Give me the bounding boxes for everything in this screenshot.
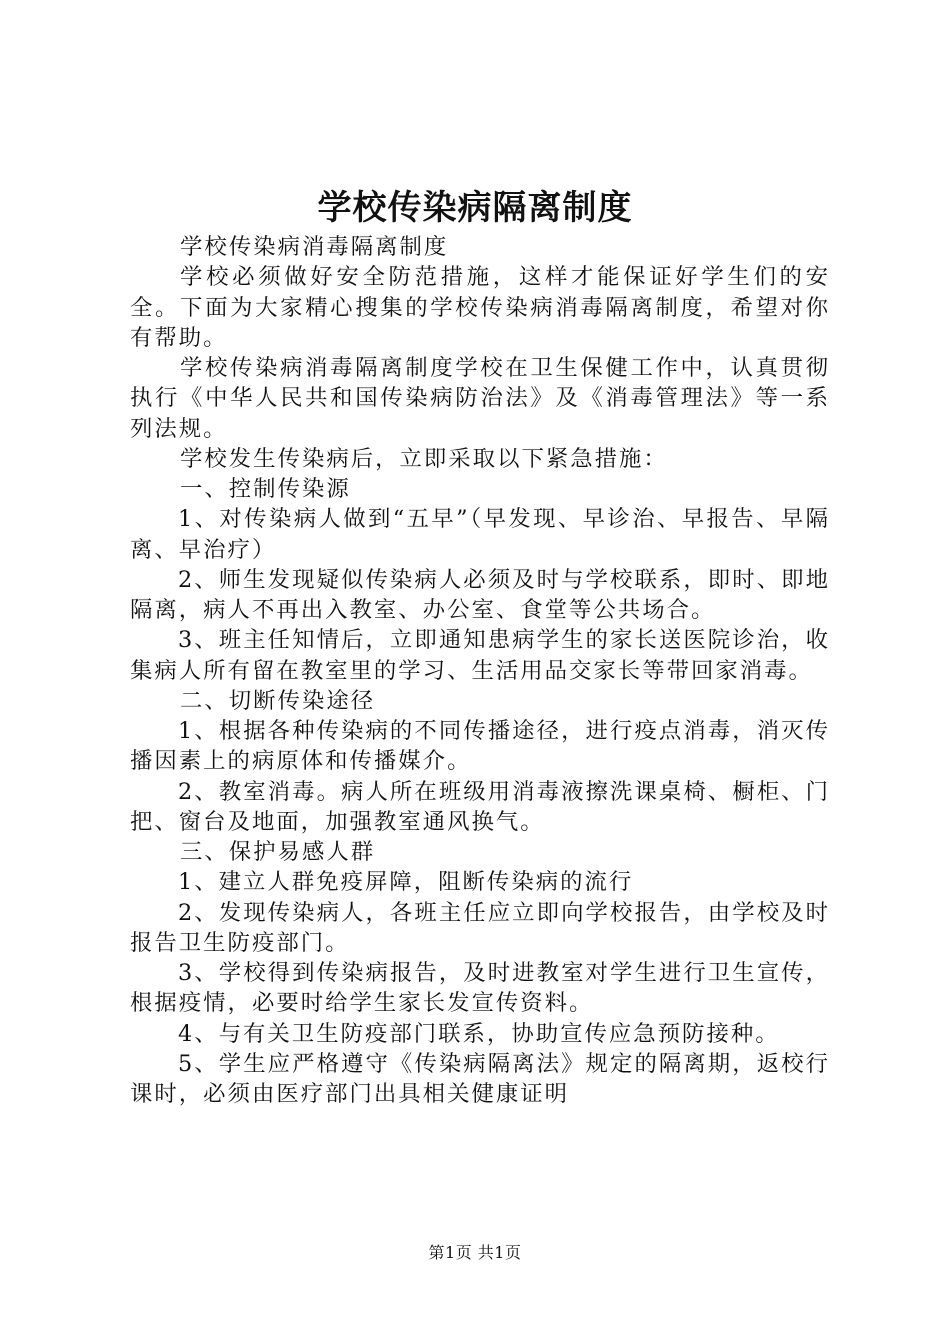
- section-heading: 一、控制传染源: [180, 476, 351, 502]
- paragraph: 学校发生传染病后，立即采取以下紧急措施：: [180, 445, 668, 472]
- list-item: 2、发现传染病人，各班主任应立即向学校报告，由学校及时报告卫生防疫部门。: [130, 899, 830, 956]
- document-body: [130, 232, 830, 1109]
- section-heading: 三、保护易感人群: [180, 839, 376, 865]
- paragraph: 学校传染病消毒隔离制度学校在卫生保健工作中，认真贯彻执行《中华人民共和国传染病防治法》及《消毒管理法》等一系列法规。: [130, 355, 830, 442]
- list-item: 2、教室消毒。病人所在班级用消毒液擦洗课桌椅、橱柜、门把、窗台及地面，加强教室通风换气。: [130, 778, 830, 835]
- list-item: 1、对传染病人做到“五早”（早发现、早诊治、早报告、早隔离、早治疗）: [130, 506, 830, 563]
- list-item: 2、师生发现疑似传染病人必须及时与学校联系，即时、即地隔离，病人不再出入教室、办公室、食堂等公共场合。: [130, 566, 830, 623]
- section-heading: 二、切断传染途径: [180, 687, 376, 714]
- page-number: 第1页 共1页: [428, 1243, 522, 1262]
- list-item: 3、班主任知情后，立即通知患病学生的家长送医院诊治，收集病人所有留在教室里的学习、生活用品交家长等带回家消毒。: [130, 627, 830, 684]
- list-item: 1、建立人群免疫屏障，阻断传染病的流行: [178, 869, 634, 896]
- list-item: 4、与有关卫生防疫部门联系，协助宣传应急预防接种。: [178, 1020, 780, 1047]
- list-item: 3、学校得到传染病报告，及时进教室对学生进行卫生宣传，根据疫情，必要时给学生家长发宣传资料。: [130, 960, 830, 1017]
- document-title: 学校传染病隔离制度: [317, 188, 633, 228]
- list-item: 5、学生应严格遵守《传染病隔离法》规定的隔离期，返校行课时，必须由医疗部门出具相关健康证明: [130, 1050, 830, 1107]
- paragraph: 学校传染病消毒隔离制度: [180, 234, 449, 260]
- list-item: 1、根据各种传染病的不同传播途径，进行疫点消毒，消灭传播因素上的病原体和传播媒介。: [130, 718, 830, 775]
- paragraph: 学校必须做好安全防范措施，这样才能保证好学生们的安全。下面为大家精心搜集的学校传染病消毒隔离制度，希望对你有帮助。: [130, 264, 830, 351]
